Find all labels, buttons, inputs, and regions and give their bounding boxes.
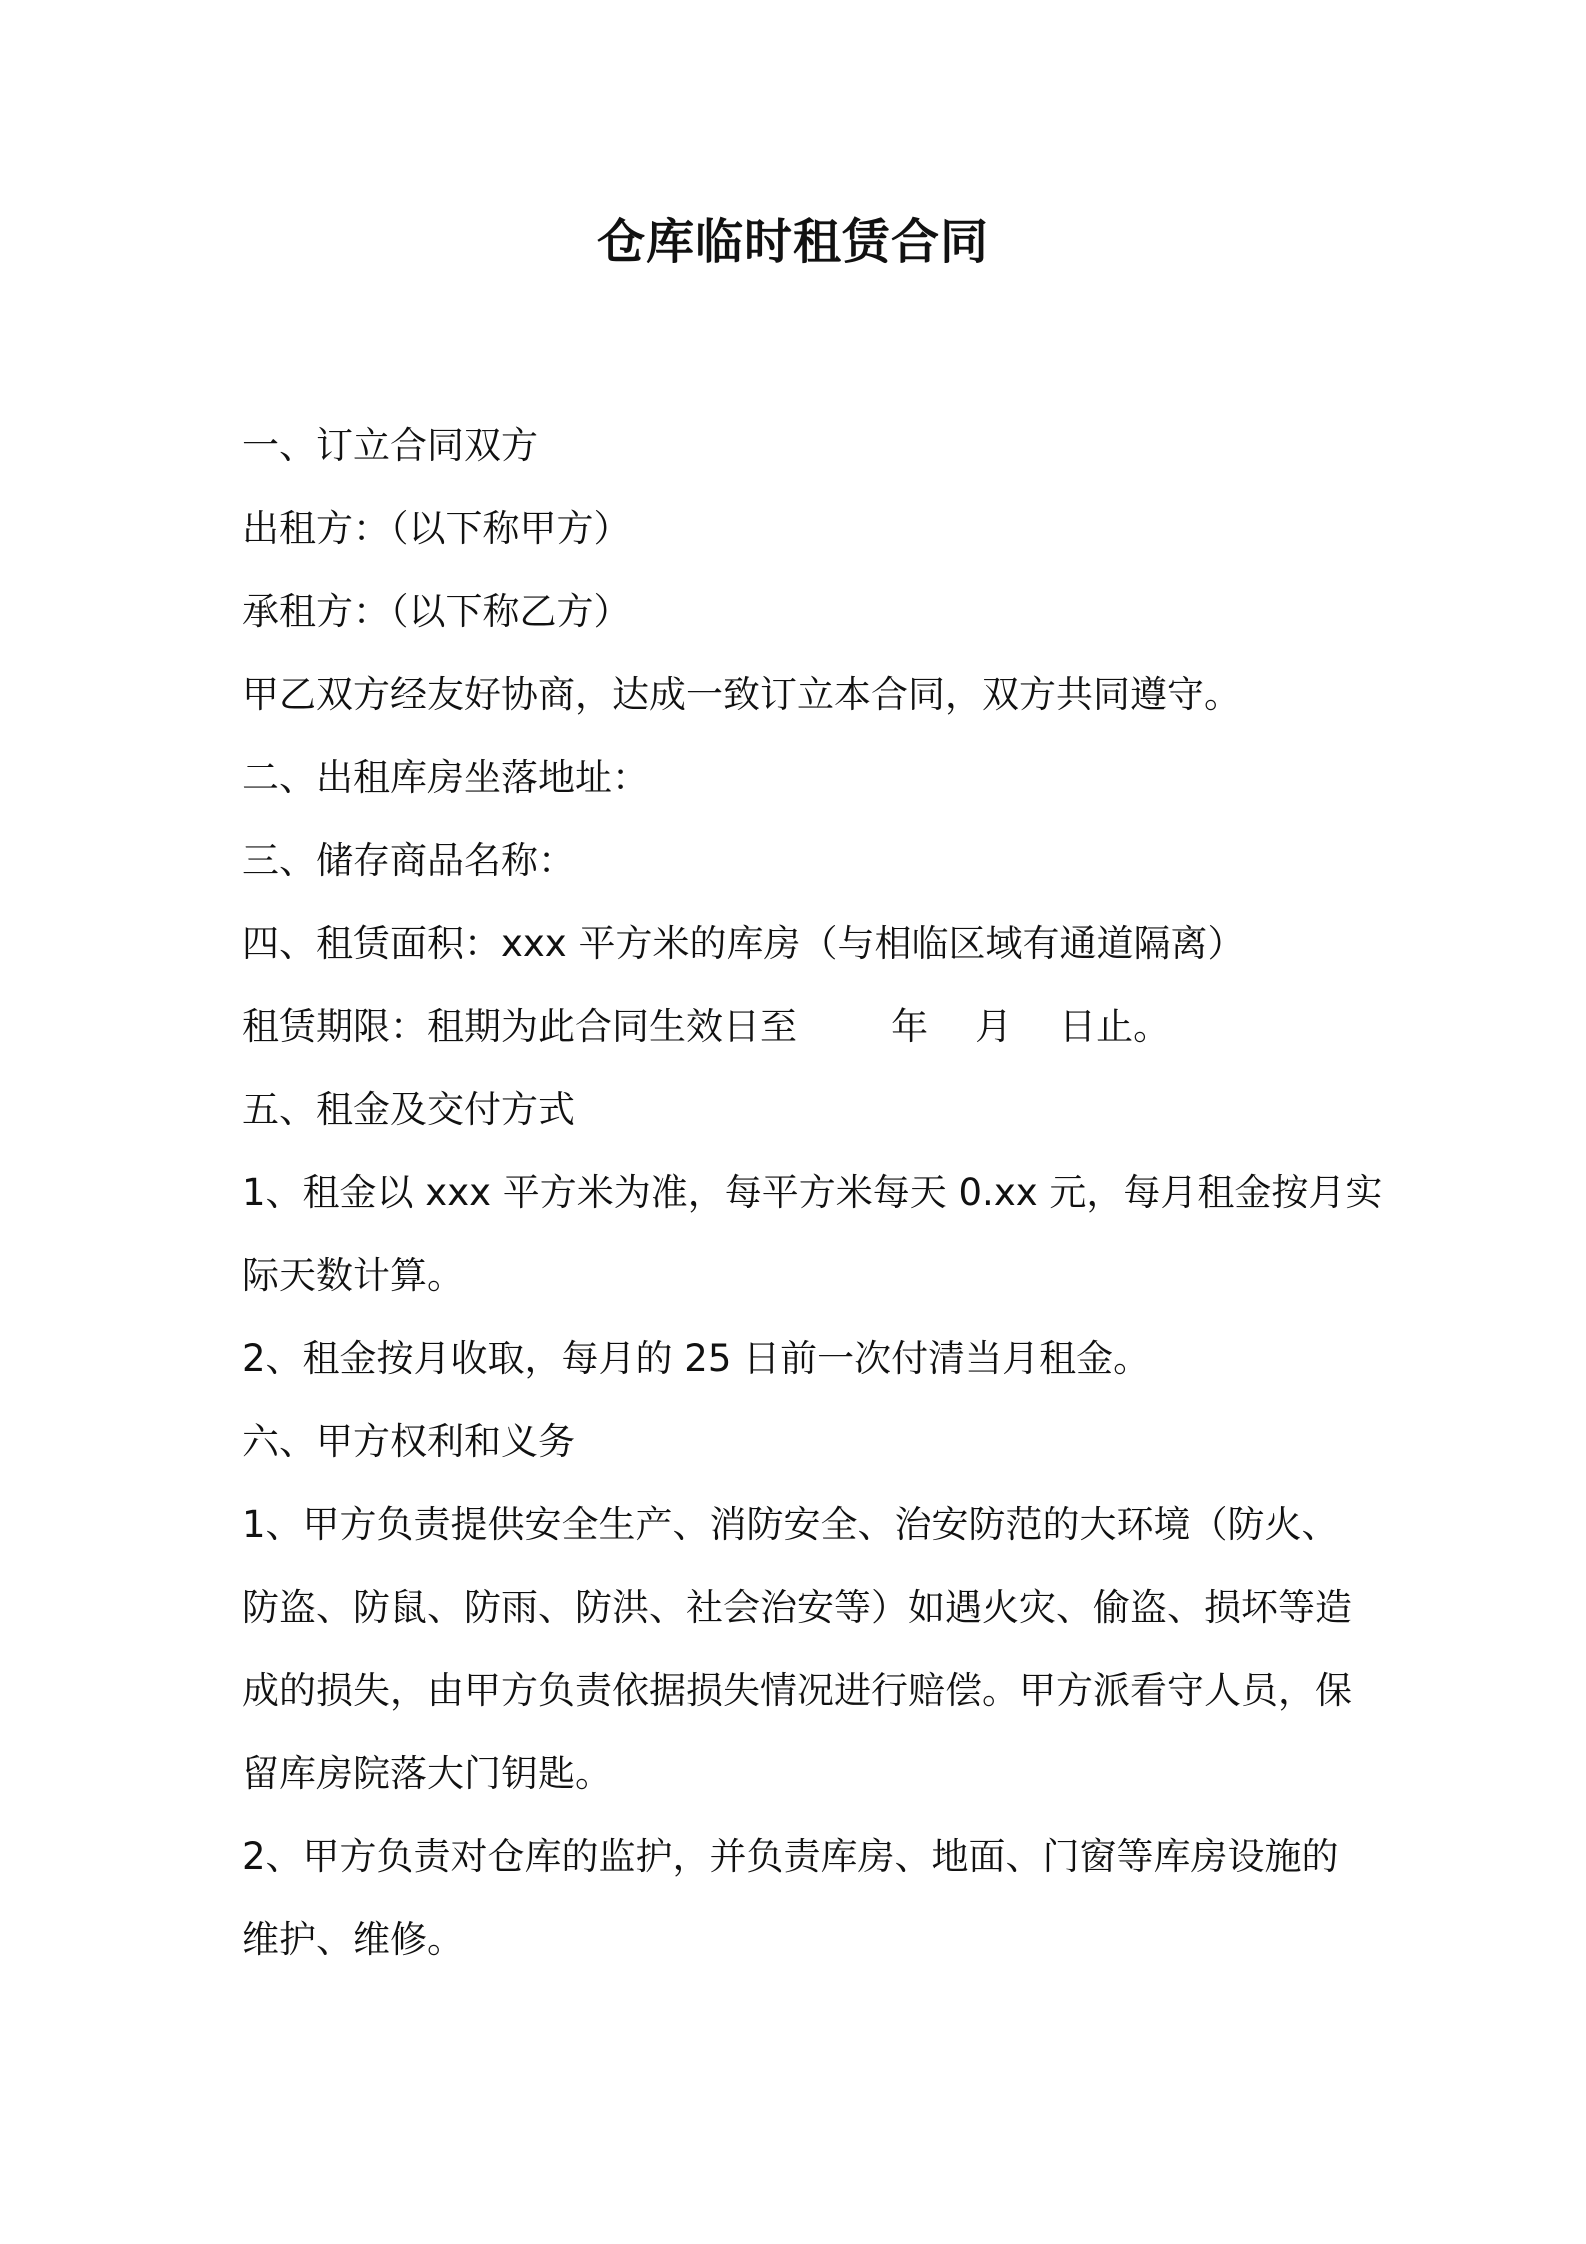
section-heading-address: 二、出租库房坐落地址： [242, 756, 649, 799]
rent-clause-1: 1、租金以 xxx 平方米为准，每平方米每天 0.xx 元，每月租金按月实 [242, 1171, 1383, 1214]
duty-clause-1-continued: 防盗、防鼠、防雨、防洪、社会治安等）如遇火灾、偷盗、损坏等造 [242, 1586, 1352, 1629]
section-heading-rent: 五、租金及交付方式 [242, 1088, 575, 1131]
duty-clause-2-continued: 维护、维修。 [242, 1918, 464, 1961]
section-heading-goods: 三、储存商品名称： [242, 839, 575, 882]
document-title: 仓库临时租赁合同 [596, 214, 989, 270]
lease-term-line: 租赁期限：租期为此合同生效日至 年 月 日止。 [242, 1005, 1171, 1048]
document-body [242, 404, 1383, 1981]
section-heading-parties: 一、订立合同双方 [242, 424, 538, 467]
lessee-line: 承租方：（以下称乙方） [242, 590, 631, 633]
section-heading-area: 四、租赁面积：xxx 平方米的库房（与相临区域有通道隔离） [242, 922, 1245, 965]
section-heading-lessor-duties: 六、甲方权利和义务 [242, 1420, 575, 1463]
rent-clause-1-continued: 际天数计算。 [242, 1254, 464, 1297]
agreement-statement: 甲乙双方经友好协商，达成一致订立本合同，双方共同遵守。 [242, 673, 1241, 716]
lessor-line: 出租方：（以下称甲方） [242, 507, 631, 550]
duty-clause-1-continued: 留库房院落大门钥匙。 [242, 1752, 612, 1795]
rent-clause-2: 2、租金按月收取，每月的 25 日前一次付清当月租金。 [242, 1337, 1151, 1380]
duty-clause-1: 1、甲方负责提供安全生产、消防安全、治安防范的大环境（防火、 [242, 1503, 1339, 1546]
duty-clause-1-continued: 成的损失，由甲方负责依据损失情况进行赔偿。甲方派看守人员，保 [242, 1669, 1352, 1712]
duty-clause-2: 2、甲方负责对仓库的监护，并负责库房、地面、门窗等库房设施的 [242, 1835, 1339, 1878]
